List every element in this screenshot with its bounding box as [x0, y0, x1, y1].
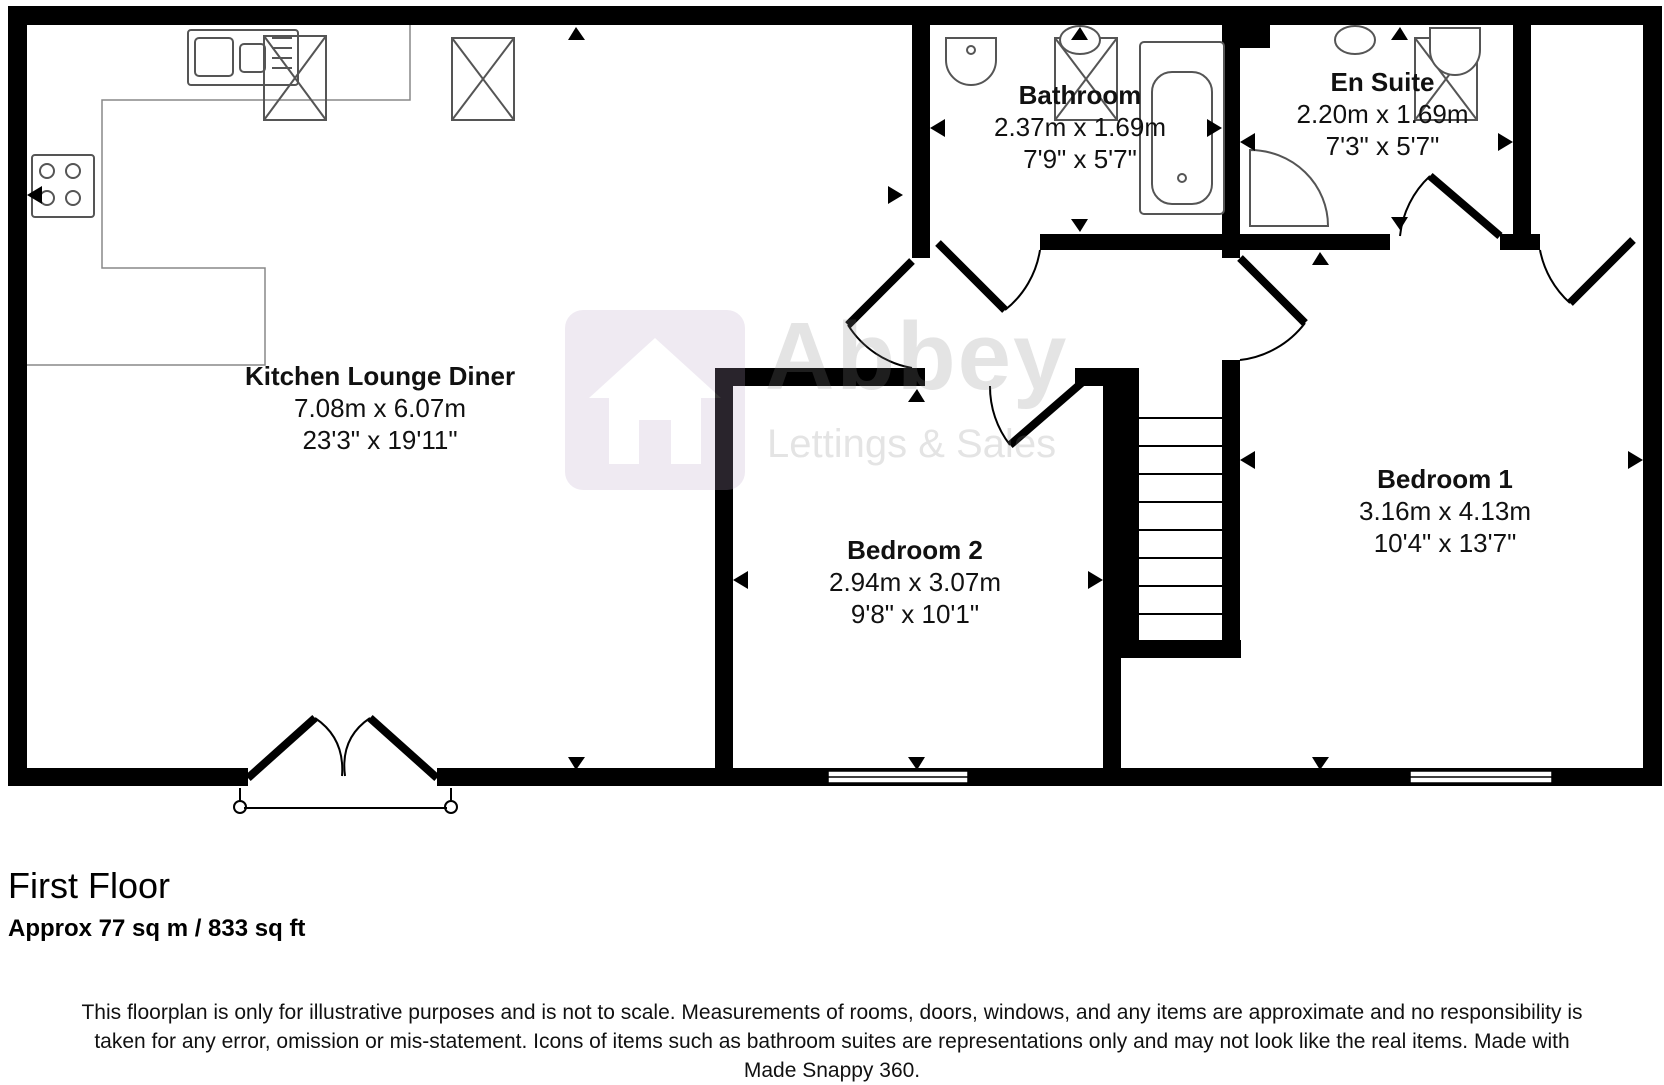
- room-metric: 2.94m x 3.07m: [829, 567, 1001, 597]
- room-name: Bathroom: [1018, 80, 1142, 110]
- room-label-en-suite: [1250, 66, 1515, 162]
- room-imperial: 7'9" x 5'7": [1023, 144, 1137, 174]
- house-logo-icon: [565, 310, 745, 490]
- kitchen-sink-icon: [188, 30, 298, 85]
- room-imperial: 10'4" x 13'7": [1373, 528, 1517, 558]
- watermark-brand: Abbey: [765, 303, 1069, 410]
- room-imperial: 7'3" x 5'7": [1325, 131, 1440, 161]
- floor-title: First Floor: [8, 865, 170, 906]
- room-label-kitchen-lounge-diner: [200, 360, 560, 456]
- disclaimer-text: This floorplan is only for illustrative purposes and is not to scale. Measurements of rooms, doors, windows, and any items are approximate and no responsibility is taken for any error, omission or mis-statement. Icons of items such as bathroom suites are representations only and may not look like the real items. Made with Made Snappy 360.: [81, 1001, 1583, 1082]
- room-imperial: 23'3" x 19'11": [302, 425, 458, 455]
- room-metric: 2.20m x 1.69m: [1296, 99, 1469, 129]
- room-metric: 3.16m x 4.13m: [1359, 496, 1531, 526]
- hob-icon: [32, 155, 94, 217]
- room-name: Bedroom 2: [847, 535, 983, 565]
- stairs: [1139, 418, 1222, 614]
- watermark-tagline: Lettings & Sales: [767, 422, 1057, 466]
- room-imperial: 9'8" x 10'1": [850, 599, 980, 629]
- room-metric: 7.08m x 6.07m: [294, 393, 466, 423]
- brand-watermark: [565, 300, 1095, 490]
- room-label-bedroom-1: [1280, 463, 1610, 559]
- floor-area: Approx 77 sq m / 833 sq ft: [8, 915, 306, 942]
- threshold: [234, 788, 457, 813]
- room-name: Kitchen Lounge Diner: [244, 361, 516, 391]
- room-metric: 2.37m x 1.69m: [994, 112, 1166, 142]
- room-label-bathroom: [940, 79, 1220, 175]
- room-name: En Suite: [1330, 67, 1435, 97]
- room-label-bedroom-2: [760, 534, 1070, 630]
- room-name: Bedroom 1: [1377, 464, 1513, 494]
